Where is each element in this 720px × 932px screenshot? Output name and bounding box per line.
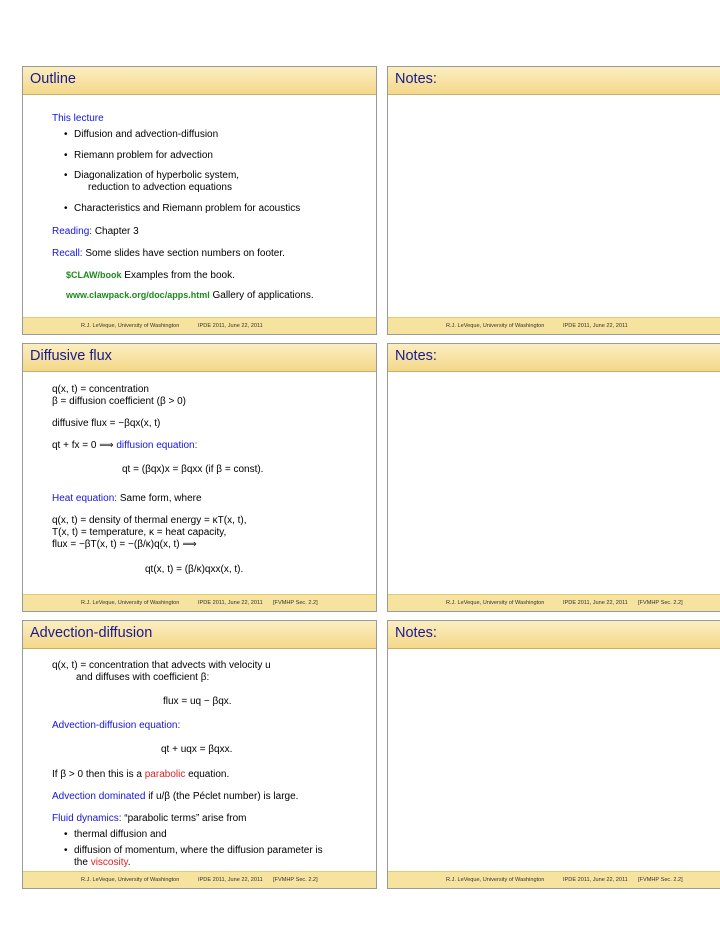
web-link[interactable]: www.clawpack.org/doc/apps.html [66,290,210,300]
fluid-label: Fluid dynamics: [52,813,122,824]
adv-diff-heading: Advection-diffusion equation: [52,720,181,731]
notes-title-bar [388,344,720,372]
slide-outline [22,66,377,335]
adv-diff-equation: qt + uqx = βqxx. [161,744,233,755]
footer-author: R.J. LeVeque, University of Washington [81,877,180,883]
web-text: Gallery of applications. [212,290,314,301]
outline-bullet: • Diagonalization of hyperbolic system, [74,170,239,182]
outline-bullet: • Diffusion and advection-diffusion [74,129,218,141]
viscosity-post: . [127,857,131,868]
footer-date: IPDE 2011, June 22, 2011 [198,877,263,883]
notes-title: Notes: [395,348,437,364]
web-line [66,289,314,302]
flux-line: diffusive flux = −βqx(x, t) [52,418,161,429]
diffusion-equation: qt = (βqx)x = βqxx (if β = const). [122,464,264,475]
footer-author: R.J. LeVeque, University of Washington [446,323,545,329]
recall-text: Some slides have section numbers on footer. [85,248,285,259]
fluid-text: “parabolic terms” arise from [124,813,247,824]
notes-panel [387,343,720,612]
fluid-dynamics-line [52,813,247,825]
footer-author: R.J. LeVeque, University of Washington [81,600,180,606]
footer-author: R.J. LeVeque, University of Washington [446,877,545,883]
notes-title-bar [388,67,720,95]
outline-bullet-cont: reduction to advection equations [88,182,232,193]
notes-panel [387,66,720,335]
claw-text: Examples from the book. [124,270,235,281]
notes-footer [388,871,720,888]
parabolic-line [52,769,229,781]
slide-title: Outline [30,71,76,87]
this-lecture-heading: This lecture [52,113,104,124]
footer-author: R.J. LeVeque, University of Washington [446,600,545,606]
heat-line [52,493,202,505]
reading-text: Chapter 3 [94,226,139,237]
notes-title-bar [388,621,720,649]
diffuses-line: and diffuses with coefficient β: [76,672,210,683]
diffusion-eq-label: diffusion equation: [116,440,198,451]
footer-date: IPDE 2011, June 22, 2011 [198,323,263,329]
slide-body [23,372,376,595]
recall-label: Recall: [52,248,83,259]
temperature-line: T(x, t) = temperature, κ = heat capacity, [52,527,227,538]
parabolic-pre: If β > 0 then this is a [52,769,142,780]
slide-title: Diffusive flux [30,348,112,364]
fluid-bullet: • diffusion of momentum, where the diffusion parameter is [74,845,323,857]
advection-dominated-line [52,791,298,803]
footer-ref: [FVMHP Sec. 2.2] [273,600,318,606]
recall-line [52,248,285,260]
reading-line [52,226,139,238]
slide-title: Advection-diffusion [30,625,153,641]
viscosity-pre: the [74,857,88,868]
heat-text: Same form, where [119,493,202,504]
footer-date: IPDE 2011, June 22, 2011 [198,600,263,606]
slide-footer [23,317,376,334]
heat-flux-line: flux = −βT(x, t) = −(β/κ)q(x, t) ⟹ [52,539,197,550]
viscosity-line [74,857,131,869]
outline-bullet: • Riemann problem for advection [74,150,213,162]
notes-title: Notes: [395,71,437,87]
footer-date: IPDE 2011, June 22, 2011 [563,877,628,883]
slide-body [23,649,376,872]
coefficient-line: β = diffusion coefficient (β > 0) [52,396,186,407]
footer-ref: [FVMHP Sec. 2.2] [638,600,683,606]
conservation-eq: qt + fx = 0 ⟹ [52,440,114,451]
parabolic-post: equation. [188,769,230,780]
outline-bullet: • Characteristics and Riemann problem for acoustics [74,203,300,215]
footer-ref: [FVMHP Sec. 2.2] [273,877,318,883]
notes-footer [388,317,720,334]
slide-footer [23,594,376,611]
viscosity-word: viscosity [90,857,128,868]
footer-ref: [FVMHP Sec. 2.2] [638,877,683,883]
slide-footer [23,871,376,888]
concentration-line: q(x, t) = concentration that advects with velocity u [52,660,271,671]
conservation-line [52,440,197,452]
adv-dominated-label: Advection dominated [52,791,146,802]
slide-advection-diffusion [22,620,377,889]
claw-path: $CLAW/book [66,270,122,280]
heat-label: Heat equation: [52,493,118,504]
notes-title: Notes: [395,625,437,641]
flux-equation: flux = uq − βqx. [163,696,232,707]
heat-equation: qt(x, t) = (β/κ)qxx(x, t). [145,564,244,575]
concentration-line: q(x, t) = concentration [52,384,149,395]
energy-line: q(x, t) = density of thermal energy = κT(x, t), [52,515,247,526]
parabolic-word: parabolic [144,769,186,780]
slide-body [23,95,376,318]
reading-label: Reading: [52,226,93,237]
fluid-bullet: • thermal diffusion and [74,829,167,841]
footer-date: IPDE 2011, June 22, 2011 [563,323,628,329]
notes-panel [387,620,720,889]
adv-dominated-text: if u/β (the Péclet number) is large. [148,791,299,802]
claw-line [66,269,235,282]
footer-author: R.J. LeVeque, University of Washington [81,323,180,329]
notes-footer [388,594,720,611]
footer-date: IPDE 2011, June 22, 2011 [563,600,628,606]
slide-diffusive-flux [22,343,377,612]
